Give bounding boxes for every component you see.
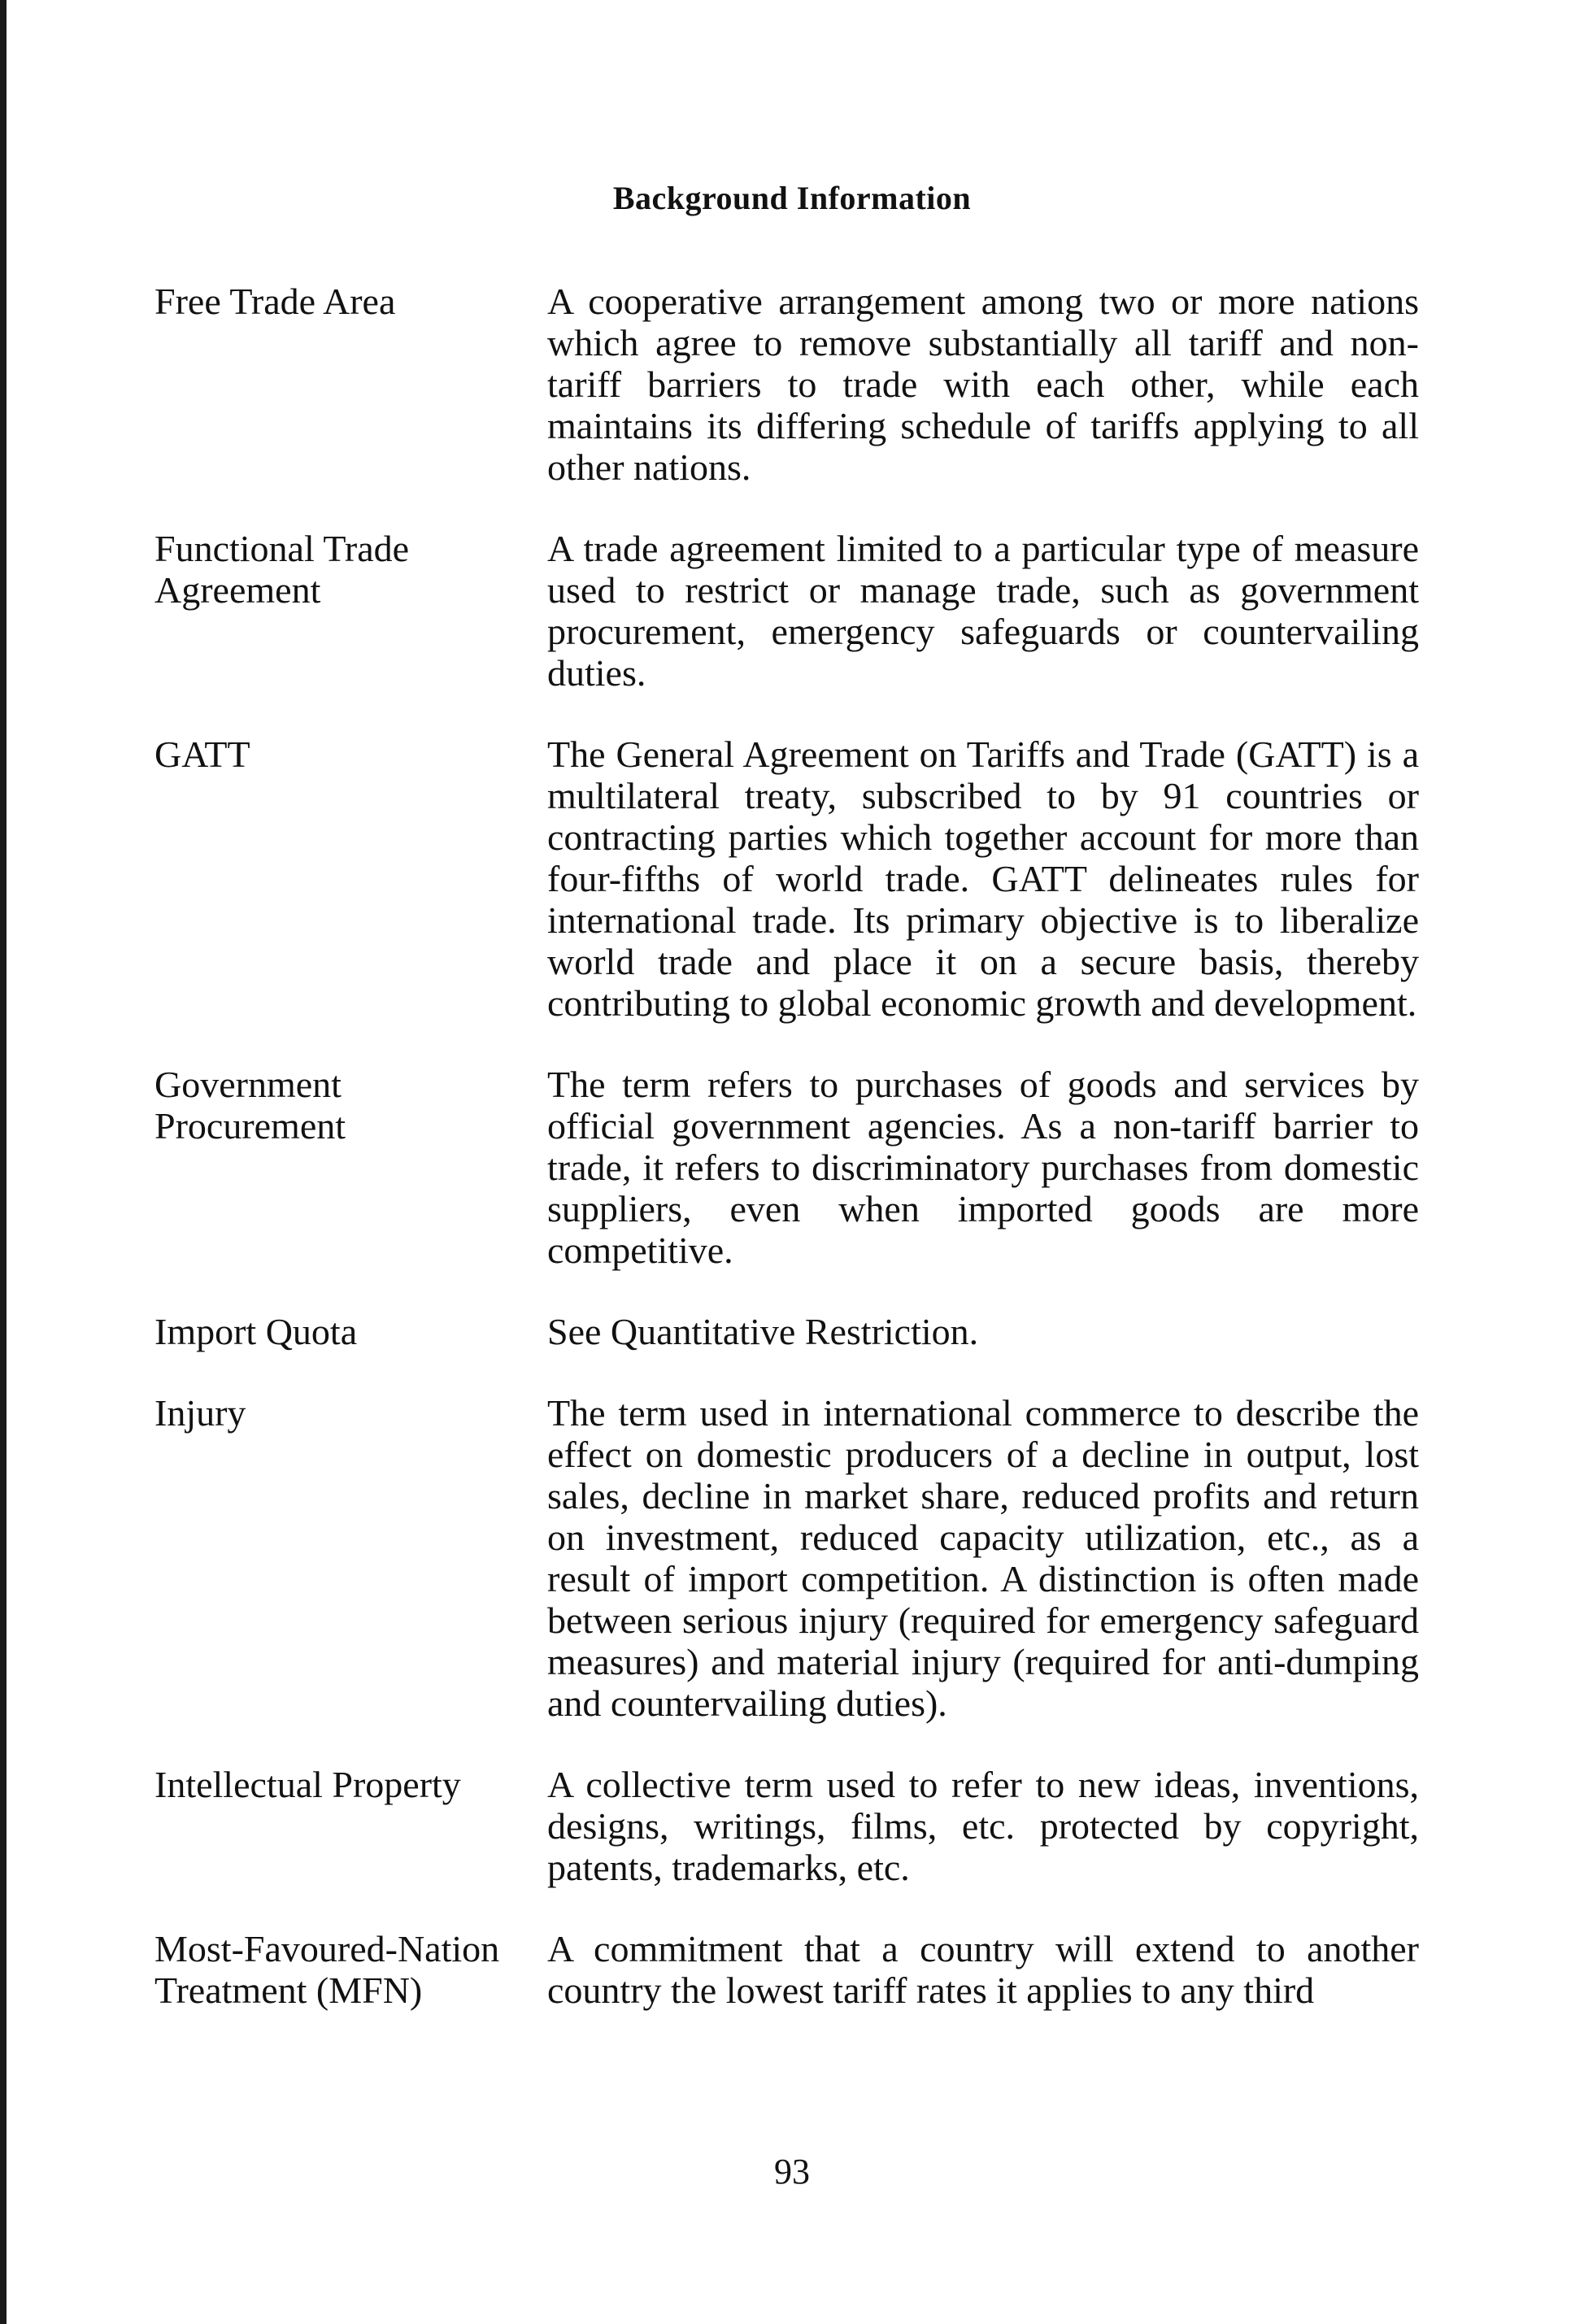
glossary-term xyxy=(154,1764,547,1805)
page-number: 93 xyxy=(774,2152,810,2191)
glossary-definition: A trade agreement limited to a particular type of measure used to restrict or manage trade, such as government procurement, emergency safeguards or countervailing duties. xyxy=(547,528,1419,694)
glossary-term xyxy=(154,1064,547,1147)
glossary-entry-government-procurement xyxy=(154,1064,1419,1271)
term-line: Agreement xyxy=(154,569,321,611)
glossary-entry-import-quota xyxy=(154,1311,1419,1352)
term-line: Free Trade Area xyxy=(154,281,396,322)
term-line: Intellectual Property xyxy=(154,1764,461,1805)
term-line: Most-Favoured-Nation xyxy=(154,1928,500,1969)
term-line: Procurement xyxy=(154,1105,346,1147)
glossary-term xyxy=(154,733,547,775)
page-edge xyxy=(0,0,7,2324)
glossary-definition: A cooperative arrangement among two or more nations which agree to remove substantially all tariff and non-tariff barriers to trade with each other, while each maintains its differing schedule of tariffs applying to all other nations. xyxy=(547,281,1419,488)
glossary-definition: The term refers to purchases of goods and services by official government agencies. As a non-tariff barrier to trade, it refers to discriminatory purchases from domestic suppliers, even when imported goods are more competitive. xyxy=(547,1064,1419,1271)
term-line: Treatment (MFN) xyxy=(154,1969,423,2011)
term-line: Import Quota xyxy=(154,1311,358,1352)
term-line: Functional Trade xyxy=(154,528,410,569)
glossary-term xyxy=(154,281,547,322)
glossary-definition: See Quantitative Restriction. xyxy=(547,1311,979,1352)
glossary-definition: A collective term used to refer to new ideas, inventions, designs, writings, films, etc. protected by copyright, patents, trademarks, etc. xyxy=(547,1764,1419,1888)
term-line: Injury xyxy=(154,1392,246,1434)
glossary-term xyxy=(154,1928,547,2011)
glossary-definition: The General Agreement on Tariffs and Trade (GATT) is a multilateral treaty, subscribed to by 91 countries or contracting parties which together account for more than four-fifths of world trade. GATT delineates rules for international trade. Its primary objective is to liberalize world trade and place it on a secure basis, thereby contributing to global economic growth and development. xyxy=(547,733,1419,1024)
glossary-entry-injury xyxy=(154,1392,1419,1724)
glossary-entry-most-favoured-nation xyxy=(154,1928,1419,2011)
running-header: Background Information xyxy=(612,180,972,216)
glossary-entry-free-trade-area xyxy=(154,281,1419,488)
term-line: Government xyxy=(154,1064,342,1105)
glossary-entry-intellectual-property xyxy=(154,1764,1419,1888)
glossary-definition: The term used in international commerce to describe the effect on domestic producers of a decline in output, lost sales, decline in market share, reduced profits and return on investment, reduced capacity utilization, etc., as a result of import competition. A distinction is often made between serious injury (required for emergency safeguard measures) and material injury (required for anti-dumping and countervailing duties). xyxy=(547,1392,1419,1724)
glossary-definition: A commitment that a country will extend to another country the lowest tariff rates it applies to any third xyxy=(547,1928,1419,2011)
glossary-term xyxy=(154,1392,547,1434)
glossary-entry-gatt xyxy=(154,733,1419,1024)
glossary-term xyxy=(154,1311,547,1352)
glossary-entry-functional-trade-agreement xyxy=(154,528,1419,694)
glossary xyxy=(154,281,1419,2051)
term-line: GATT xyxy=(154,733,250,775)
glossary-term xyxy=(154,528,547,611)
